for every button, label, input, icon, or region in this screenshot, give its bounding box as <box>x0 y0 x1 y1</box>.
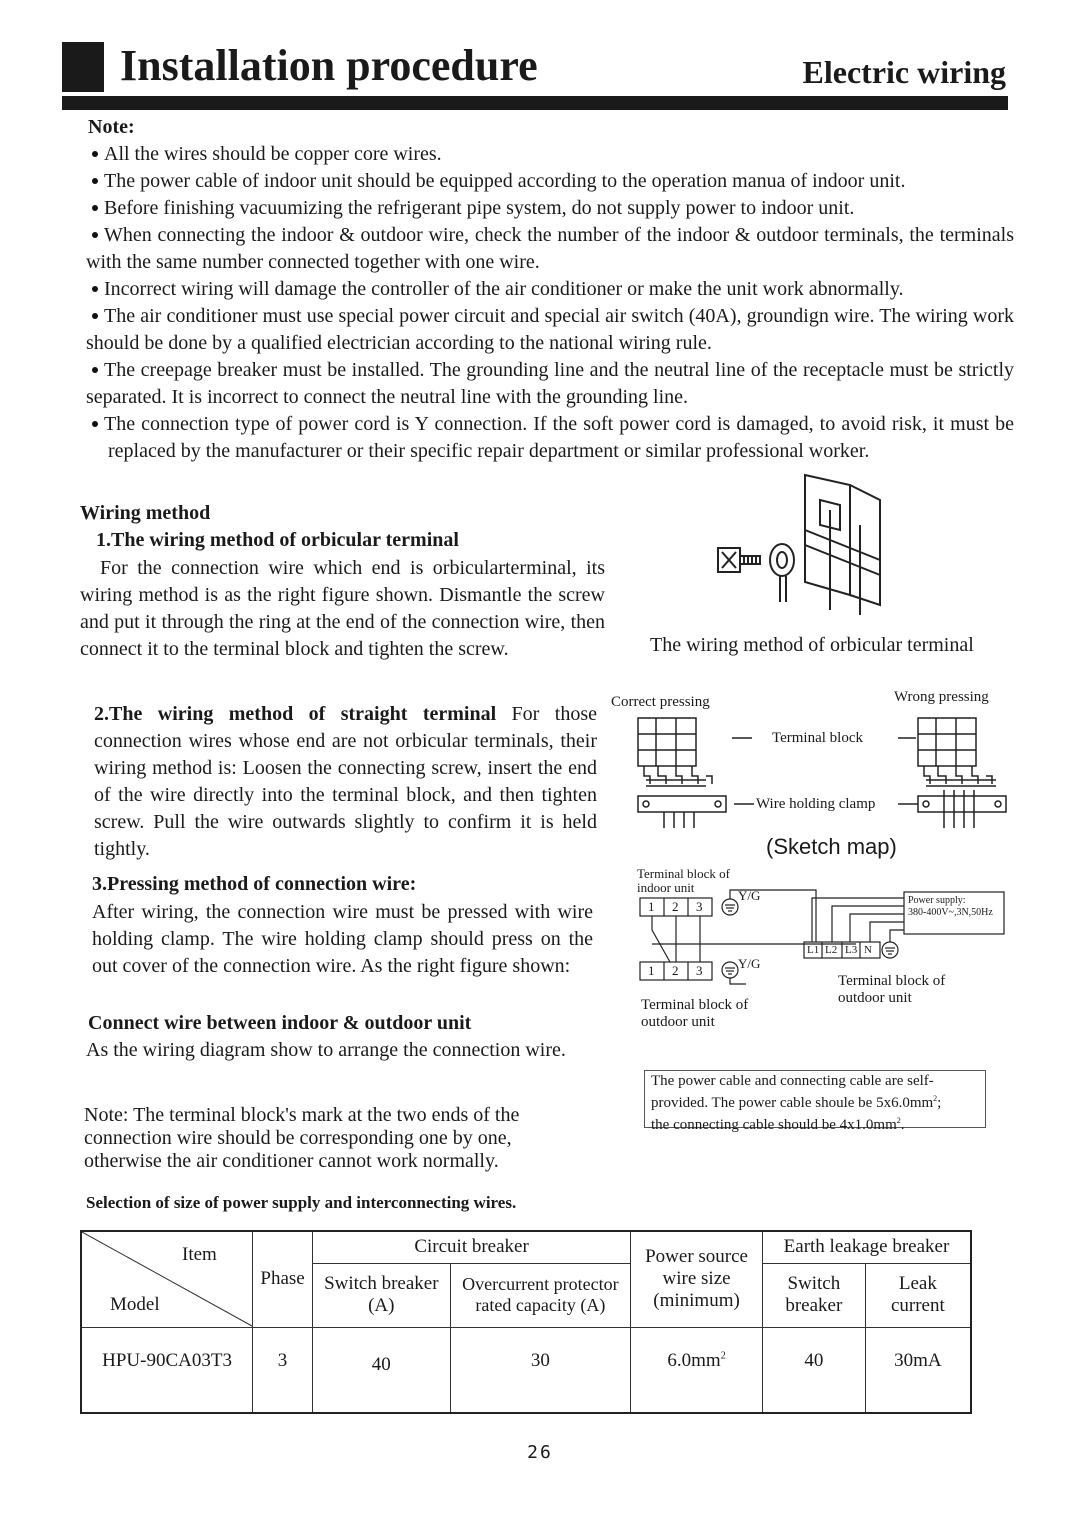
note-title: Note: <box>88 116 135 138</box>
section-title: Electric wiring <box>802 54 1006 90</box>
method2-title: 2.The wiring method of straight terminal <box>94 703 497 725</box>
indoor-terminal-2: 2 <box>672 899 679 914</box>
wrong-pressing-label: Wrong pressing <box>894 689 989 705</box>
spec-table <box>80 1230 972 1414</box>
yg-label-outdoor: Y/G <box>738 956 761 971</box>
circuit-breaker-header: Circuit breaker <box>313 1231 631 1263</box>
outdoor-terminal-l3: L3 <box>845 944 858 956</box>
earth-leakage-header: Earth leakage breaker <box>762 1231 971 1263</box>
elb-switch-header: Switch breaker <box>762 1263 865 1327</box>
terminal-block-label: Terminal block <box>772 730 864 746</box>
method4-text: As the wiring diagram show to arrange the connection wire. <box>86 1039 566 1061</box>
note-item: When connecting the indoor & outdoor wire, check the number of the indoor & outdoor terminals, the terminals with the same number connected together with one wire. <box>86 224 1014 273</box>
orbicular-terminal-figure <box>700 470 900 620</box>
note-item: The power cable of indoor unit should be equipped according to the operation manua of indoor unit. <box>86 168 1014 195</box>
elb-switch-cell: 40 <box>762 1327 865 1413</box>
header-square-mark <box>62 42 104 92</box>
leak-current-cell: 30mA <box>865 1327 971 1413</box>
sketch-map-label: (Sketch map) <box>766 834 897 859</box>
wiring-heading: Wiring method <box>80 502 211 524</box>
outdoor-terminal-l2: L2 <box>825 944 838 956</box>
method2-text: For those connection wires whose end are not orbicular terminals, their wiring method is: Loosen the connecting screw, insert the end of the wire directly into the terminal block, and then tighten screw. Pull the wire outwards slightly to confirm it is held tightly. <box>94 703 597 860</box>
yg-label-indoor: Y/G <box>738 888 761 903</box>
note-item: All the wires should be copper core wires. <box>86 141 1014 168</box>
header-rule <box>62 96 1008 110</box>
overcurrent-cell: 30 <box>450 1327 631 1413</box>
power-supply-label: Power supply: 380-400V~,3N,50Hz <box>908 895 993 918</box>
model-cell: HPU-90CA03T3 <box>81 1327 253 1413</box>
page-number: 26 <box>527 1442 553 1463</box>
outdoor-terminal-1: 1 <box>648 963 655 978</box>
note-item: The connection type of power cord is Y connection. If the soft power cord is damaged, to avoid risk, it must be replaced by the manufacturer or their specific repair department or similar professional worker. <box>86 411 1014 465</box>
note-item: Before finishing vacuumizing the refrigerant pipe system, do not supply power to indoor unit. <box>86 195 1014 222</box>
leak-current-header: Leak current <box>865 1263 971 1327</box>
pressing-figure <box>636 714 1010 832</box>
outdoor-terminal-l1: L1 <box>807 944 820 956</box>
outdoor-terminal-n: N <box>864 944 872 956</box>
outdoor-block-label-right: Terminal block of outdoor unit <box>838 973 946 1006</box>
item-header: Item <box>182 1244 217 1265</box>
wire-size-cell: $6.0mm^2$ <box>631 1327 763 1413</box>
method3-text: After wiring, the connection wire must be pressed with wire holding clamp. The wire holding clamp should press on the out cover of the connection wire. As the right figure shown: <box>92 901 593 977</box>
method1-text: For the connection wire which end is orbicularterminal, its wiring method is as the right figure shown. Dismantle the screw and put it through the ring at the end of the connection wire, then connect it to the terminal block and tighten the screw. <box>80 557 605 660</box>
terminal-mark-note: Note: The terminal block's mark at the two ends of the connection wire should be corresponding one by one, otherwise the air conditioner cannot work normally. <box>84 1104 520 1172</box>
model-header: Model <box>110 1294 160 1315</box>
note-list <box>86 141 1014 465</box>
phase-header: Phase <box>253 1231 313 1327</box>
overcurrent-header: Overcurrent protector rated capacity (A) <box>450 1263 631 1327</box>
item-model-header <box>81 1231 253 1327</box>
indoor-terminal-3: 3 <box>696 899 703 914</box>
diagonal-divider <box>82 1232 254 1328</box>
method3-title: 3.Pressing method of connection wire: <box>92 873 417 895</box>
table-caption: Selection of size of power supply and interconnecting wires. <box>86 1193 517 1212</box>
note-item: Incorrect wiring will damage the controller of the air conditioner or make the unit work abnormally. <box>86 276 1014 303</box>
phase-cell: 3 <box>253 1327 313 1413</box>
note-item: The creepage breaker must be installed. The grounding line and the neutral line of the receptacle must be strictly separated. It is incorrect to connect the neutral line with the grounding line. <box>86 359 1014 408</box>
wire-holding-clamp-label: Wire holding clamp <box>756 796 876 812</box>
orbicular-caption: The wiring method of orbicular terminal <box>650 634 974 656</box>
page-title: Installation procedure <box>120 41 538 90</box>
outdoor-terminal-3: 3 <box>696 963 703 978</box>
power-source-header: Power source wire size (minimum) <box>631 1231 763 1327</box>
outdoor-block-label-left: Terminal block of outdoor unit <box>641 997 749 1030</box>
method1-title: 1.The wiring method of orbicular terminal <box>96 529 459 551</box>
correct-pressing-label: Correct pressing <box>611 694 710 710</box>
method2-block <box>94 701 597 863</box>
table-row <box>81 1327 971 1413</box>
outdoor-terminal-2: 2 <box>672 963 679 978</box>
indoor-block-label: Terminal block of indoor unit <box>637 866 730 895</box>
switch-breaker-cell: 40 <box>313 1327 451 1413</box>
switch-breaker-header: Switch breaker (A) <box>313 1263 451 1327</box>
cable-note-box: The power cable and connecting cable are self- provided. The power cable shoule be $5x6.0mm^2$; the connecting cable should be $4x1.0mm^2$. <box>644 1070 986 1128</box>
note-item: The air conditioner must use special power circuit and special air switch (40A), groundign wire. The wiring work should be done by a qualified electrician according to the national wiring rule. <box>86 305 1014 354</box>
indoor-terminal-1: 1 <box>648 899 655 914</box>
method4-title: Connect wire between indoor & outdoor unit <box>88 1012 472 1034</box>
